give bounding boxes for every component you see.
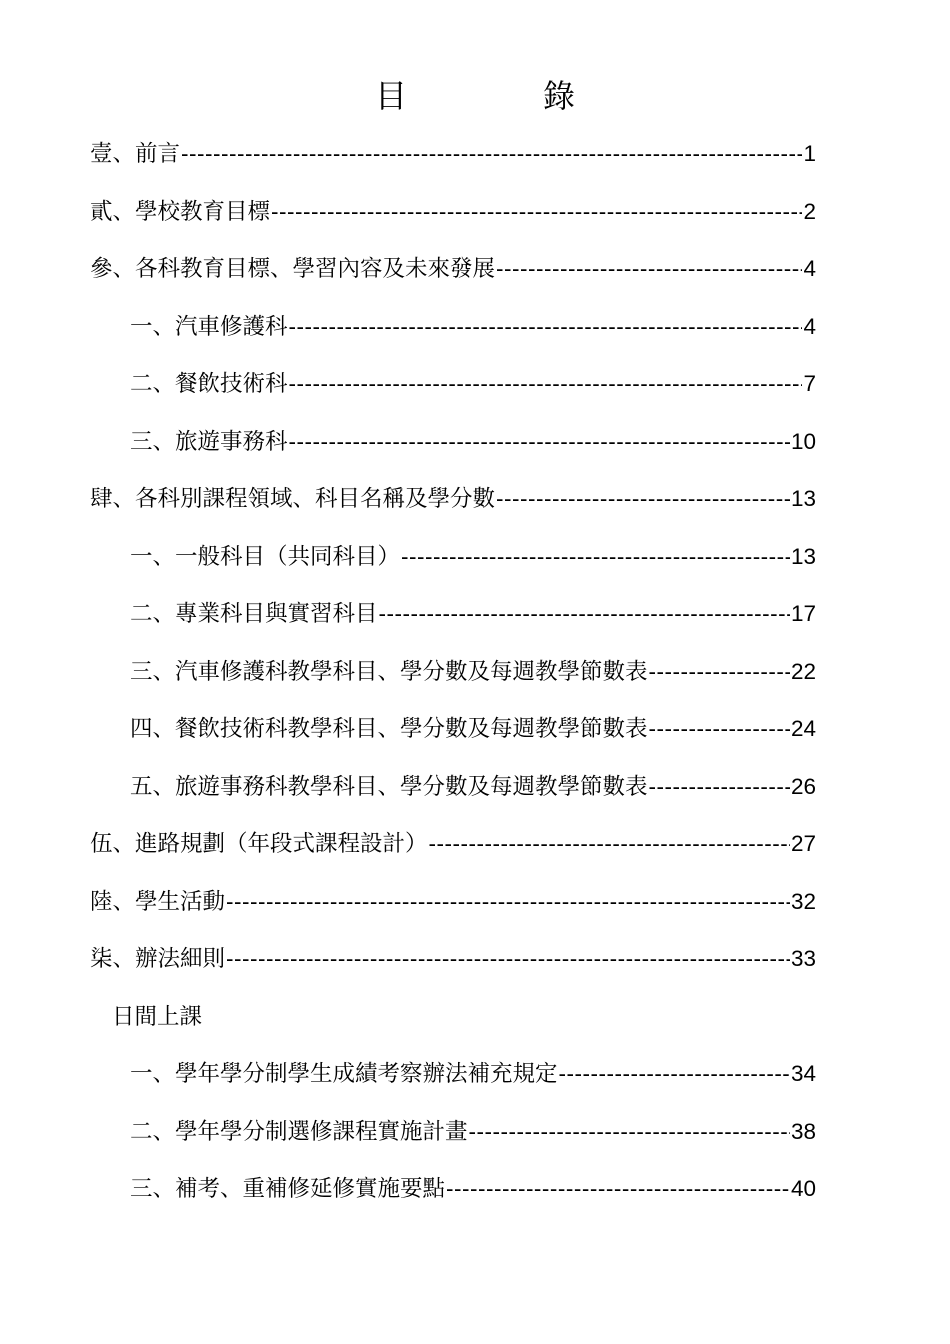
- toc-entry-label: 伍、進路規劃（年段式課程設計）: [90, 831, 428, 857]
- toc-entry-page: 1: [803, 141, 816, 166]
- toc-dot-leader: [181, 132, 802, 176]
- toc-entry-label: 貳、學校教育目標: [90, 198, 271, 225]
- toc-entry-label: 四、餐飲技術科教學科目、學分數及每週教學節數表: [130, 716, 648, 742]
- toc-entry[interactable]: [90, 880, 816, 938]
- toc-entry-page: 24: [790, 716, 816, 741]
- toc-entry-label: 一、一般科目（共同科目）: [130, 543, 401, 570]
- toc-entry[interactable]: [90, 362, 816, 420]
- toc-entry-page: 4: [803, 313, 816, 339]
- toc-dot-leader: [496, 247, 802, 291]
- toc-entry-label: 二、專業科目與實習科目: [130, 601, 378, 627]
- toc-entry-page: 22: [790, 658, 816, 684]
- toc-entry[interactable]: [90, 822, 816, 880]
- toc-entry-label: 三、汽車修護科教學科目、學分數及每週教學節數表: [130, 658, 648, 685]
- toc-entry[interactable]: [90, 1052, 816, 1110]
- toc-entry-label: 三、旅遊事務科: [130, 428, 288, 455]
- toc-dot-leader: [289, 362, 803, 406]
- toc-entry-label: 三、補考、重補修延修實施要點: [130, 1176, 446, 1202]
- toc-dot-leader: [429, 822, 790, 866]
- toc-entry[interactable]: [90, 132, 816, 190]
- toc-dot-leader: [226, 880, 790, 924]
- toc-entry-label: 參、各科教育目標、學習內容及未來發展: [90, 256, 496, 282]
- toc-entry-page: 27: [790, 831, 816, 856]
- toc-list: [90, 132, 816, 1225]
- toc-dot-leader: [271, 190, 802, 234]
- toc-entry-label: 五、旅遊事務科教學科目、學分數及每週教學節數表: [130, 773, 648, 800]
- toc-subheading: [90, 995, 816, 1053]
- toc-entry[interactable]: [90, 937, 816, 995]
- toc-entry[interactable]: [90, 592, 816, 650]
- toc-entry[interactable]: [90, 305, 816, 363]
- toc-entry-page: 13: [790, 486, 816, 511]
- toc-dot-leader: [496, 477, 790, 521]
- toc-entry[interactable]: [90, 535, 816, 593]
- toc-entry[interactable]: [90, 707, 816, 765]
- toc-entry[interactable]: [90, 247, 816, 305]
- toc-entry-label: 二、餐飲技術科: [130, 371, 288, 397]
- toc-entry-page: 40: [790, 1176, 816, 1201]
- toc-dot-leader: [401, 535, 790, 579]
- toc-entry-label: 陸、學生活動: [90, 888, 226, 915]
- toc-entry-page: 38: [790, 1118, 816, 1144]
- toc-entry-page: 7: [803, 371, 816, 396]
- toc-dot-leader: [289, 420, 790, 464]
- toc-entry-page: 17: [790, 601, 816, 626]
- toc-entry-page: 10: [790, 428, 816, 454]
- toc-entry-label: 二、學年學分制選修課程實施計畫: [130, 1118, 468, 1145]
- toc-dot-leader: [226, 937, 790, 981]
- toc-entry-page: 13: [790, 543, 816, 569]
- toc-dot-leader: [289, 305, 803, 349]
- toc-entry[interactable]: [90, 650, 816, 708]
- toc-dot-leader: [649, 765, 790, 809]
- toc-dot-leader: [649, 650, 790, 694]
- toc-entry-page: 33: [790, 946, 816, 971]
- toc-entry[interactable]: [90, 1167, 816, 1225]
- toc-entry[interactable]: [90, 1110, 816, 1168]
- toc-entry[interactable]: [90, 765, 816, 823]
- toc-dot-leader: [649, 707, 790, 751]
- toc-dot-leader: [559, 1052, 790, 1096]
- toc-entry-page: 4: [803, 256, 816, 281]
- toc-dot-leader: [469, 1110, 790, 1154]
- toc-entry-label: 壹、前言: [90, 141, 181, 167]
- toc-entry-label: 一、汽車修護科: [130, 313, 288, 340]
- toc-dot-leader: [379, 592, 790, 636]
- toc-dot-leader: [446, 1167, 790, 1211]
- toc-subheading-label: 日間上課: [112, 1003, 203, 1030]
- toc-entry-label: 肆、各科別課程領域、科目名稱及學分數: [90, 486, 496, 512]
- toc-entry[interactable]: [90, 477, 816, 535]
- toc-entry-page: 34: [790, 1061, 816, 1086]
- toc-entry[interactable]: [90, 420, 816, 478]
- toc-title: 目 錄: [374, 77, 627, 115]
- toc-entry[interactable]: [90, 190, 816, 248]
- toc-entry-label: 一、學年學分制學生成績考察辦法補充規定: [130, 1061, 558, 1087]
- toc-entry-page: 32: [790, 888, 816, 914]
- toc-entry-page: 26: [790, 773, 816, 799]
- toc-entry-page: 2: [803, 198, 816, 224]
- toc-entry-label: 柒、辦法細則: [90, 946, 226, 972]
